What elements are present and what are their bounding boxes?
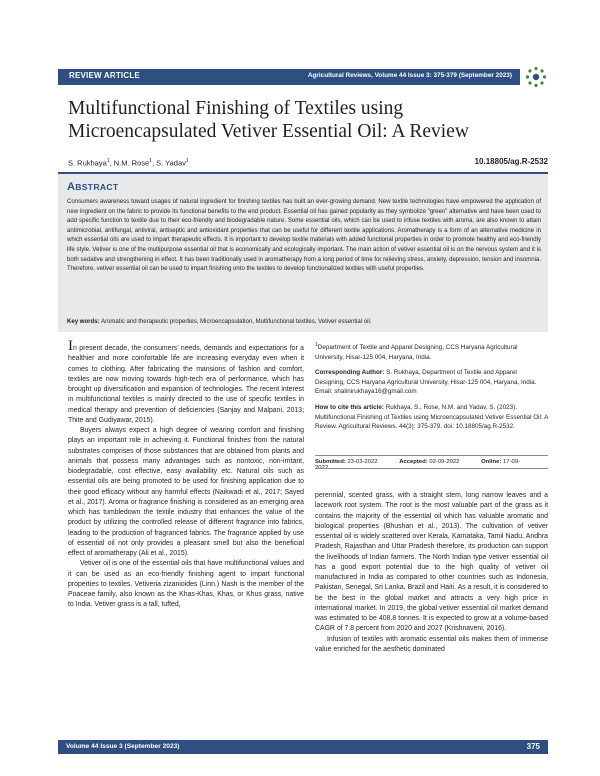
keywords: Key words: Aromatic and therapeutic properties, Microencapsulation, Multifunctional textiles, Vetiver essential oil. — [67, 319, 372, 325]
body-paragraph: perennial, scented grass, with a straight stem, long narrow leaves and a lacework root system. The root is the most valuable part of the grass as it contains the majority of the essential oil which has valuable aromatic and biological properties (Bhushan et al., 2013). The cultivation of vetiver essential oil is widely scattered over Kerala, Karnataka, Tamil Nadu, Andhra Pradesh, Rajasthan and Uttar Pradesh therefore, its production can support the livelihoods of Indian farmers. The North Indian type vetiver essential oil has a good export potential due to the high quality of vetiver oil manufactured in India as compared to other countries such as Indonesia, Pakistan, Senegal, Sri Lanka, Brazil and Haiti. As a result, it is considered to be the best in the global market and attracts a very high price in international market. In 2019, the global vetiver essential oil market demand was estimated to be 408.8 tonnes. It is expected to grow at a volume-based CAGR of 7.8 percent from 2020 and 2027 (Krishnaveni, 2016). — [315, 492, 548, 633]
article-title: Multifunctional Finishing of Textiles using Microencapsulated Vetiver Essential Oil: A Review — [68, 98, 469, 142]
journal-logo-icon — [525, 66, 547, 88]
corresponding-author: Corresponding Author: S. Rukhaya, Department of Textile and Apparel Designing, CCS Haryana Agricultural University, Hisar-125 004, Haryana, India. Email: shalinirukhaya16@gmail.com — [315, 369, 537, 396]
divider — [315, 455, 548, 456]
affiliation: $^1$Department of Textile and Apparel Designing, CCS Haryana Agricultural University, Hisar-125 004, Haryana, India. — [315, 342, 518, 361]
journal-citation: Agricultural Reviews, Volume 44 Issue 3: 375-379 (September 2023) — [307, 72, 512, 79]
body-paragraph: In present decade, the consumers’ needs, demands and expectations for a healthier and more comfortable life are increasing everyday even when it comes to clothing. After fabricating the mansions of fashion and comfort, textiles are now moving towards high-tech era of performance, which has brought up diversification and expansion of technologies. The recent interest in multifunctional textiles is mainly directed to the use of specific textiles in medical therapy and prevention of deficiencies (Sanjay and Malpani, 2013; Thite and Gudiyawar, 2015). — [68, 338, 304, 424]
abstract-text: Consumers awareness toward usages of natural ingredient for finishing textiles has built an ever-growing demand. New textile technologies have empowered the application of new ingredient on the fabric to provide its functional benefits to the end product. Essential oil has gained popularity as they symbolize “green” alternative and have been used to add specific function to textile due to their eco-friendly and biodegradable nature. Some essential oils, which can be used to infuse textiles with aroma, are also known to attain antimicrobial, antifungal, antiviral, antiseptic and antioxidant properties that can be useful for different textile applications. Aromatherapy is a form of an alternative medicine in which essential oils are used to impart therapeutic effects. It is important to develop textile materials with added functional properties in order to promote healthy and eco-friendly life style. Vetiver is one of the multipurpose essential oil that is economically and ecologically important. The main action of vetiver essential oil is on the nervous system and it is both sedative and strengthening in effect. It has been traditionally used in aromatherapy from a long period of time for relieving stress, anxiety, depression, tension and insomnia. Therefore, vetiver essential oil can be used to impart finishing onto the textiles to develop functionalized textiles with useful properties. — [67, 199, 541, 273]
article-type-label: REVIEW ARTICLE — [69, 71, 140, 80]
author-name[interactable]: N.M. Rose — [113, 158, 150, 168]
doi-link[interactable]: 10.18805/ag.R-2532 — [474, 157, 548, 166]
body-column-right — [315, 491, 548, 655]
body-paragraph: Vetiver oil is one of the essential oils that have multifunctional values and it can be used as an eco-friendly finishing agent to impart functional properties to textiles. Vetiveria zizanioides (Linn.) Nash is the member of the Poaceae family, also known as the Khas-Khas, Khas, or Khus grass, native to India. Vetiver grass is a tall, tufted, — [68, 560, 304, 609]
abstract-heading: ABSTRACT — [67, 181, 119, 193]
affiliation-block — [315, 341, 548, 438]
body-column-left — [68, 338, 304, 611]
author-name[interactable]: S. Rukhaya — [68, 158, 107, 168]
submission-dates: Submitted: 23-03-2022 Accepted: 02-09-2022 Online: 17-09- — [315, 459, 521, 465]
header-band — [58, 69, 520, 85]
author-name[interactable]: S. Yadav — [156, 158, 186, 168]
abstract-section — [58, 172, 548, 332]
body-paragraph: Buyers always expect a high degree of wearing comfort and finishing plays an important role in achieving it. Functional finishes from the natural substrates comprises of those substances that are obtained from plants and animals that possess many advantages such as nontoxic, non-irritant, biodegradable, cost effective, easy availability etc. Natural oils such as essential oils are being promoted to be used for finishing application due to their good efficacy without any harmful effects (Naikwadi et al., 2017; Sayed et al., 2017). Aroma or fragrance finishing is considered as an emerging area which has tumbledown the textile industry that enhances the value of the product by utilizing the controlled release of different fragrance into fabrics, leading to the production of fragranced fabrics. The fragrance applied by use of essential oil not only provides a pleasant smell but also the beneficial effect of aromatherapy (Ali et al., 2015). — [68, 427, 304, 557]
divider — [315, 468, 548, 469]
author-list: S. Rukhaya$^1$, N.M. Rose$^1$, S. Yadav$^1$ — [68, 158, 189, 168]
footer-band — [58, 740, 548, 754]
drop-cap: I — [68, 338, 73, 354]
citation-info: How to cite this article: Rukhaya, S., Rose, N.M. and Yadav, S. (2023). Multifunctional Finishing of Textiles using Microencapsulated Vetiver Essential Oil: A Review. Agricultural Reviews. 44(3): 375-379. doi: 10.18805/ag.R-2532. — [315, 404, 548, 431]
page-number: 375 — [526, 742, 540, 751]
footer-issue: Volume 44 Issue 3 (September 2023) — [66, 743, 180, 750]
body-paragraph: Infusion of textiles with aromatic essential oils makes them of immense value enriched for the aesthetic dominated — [315, 635, 548, 653]
